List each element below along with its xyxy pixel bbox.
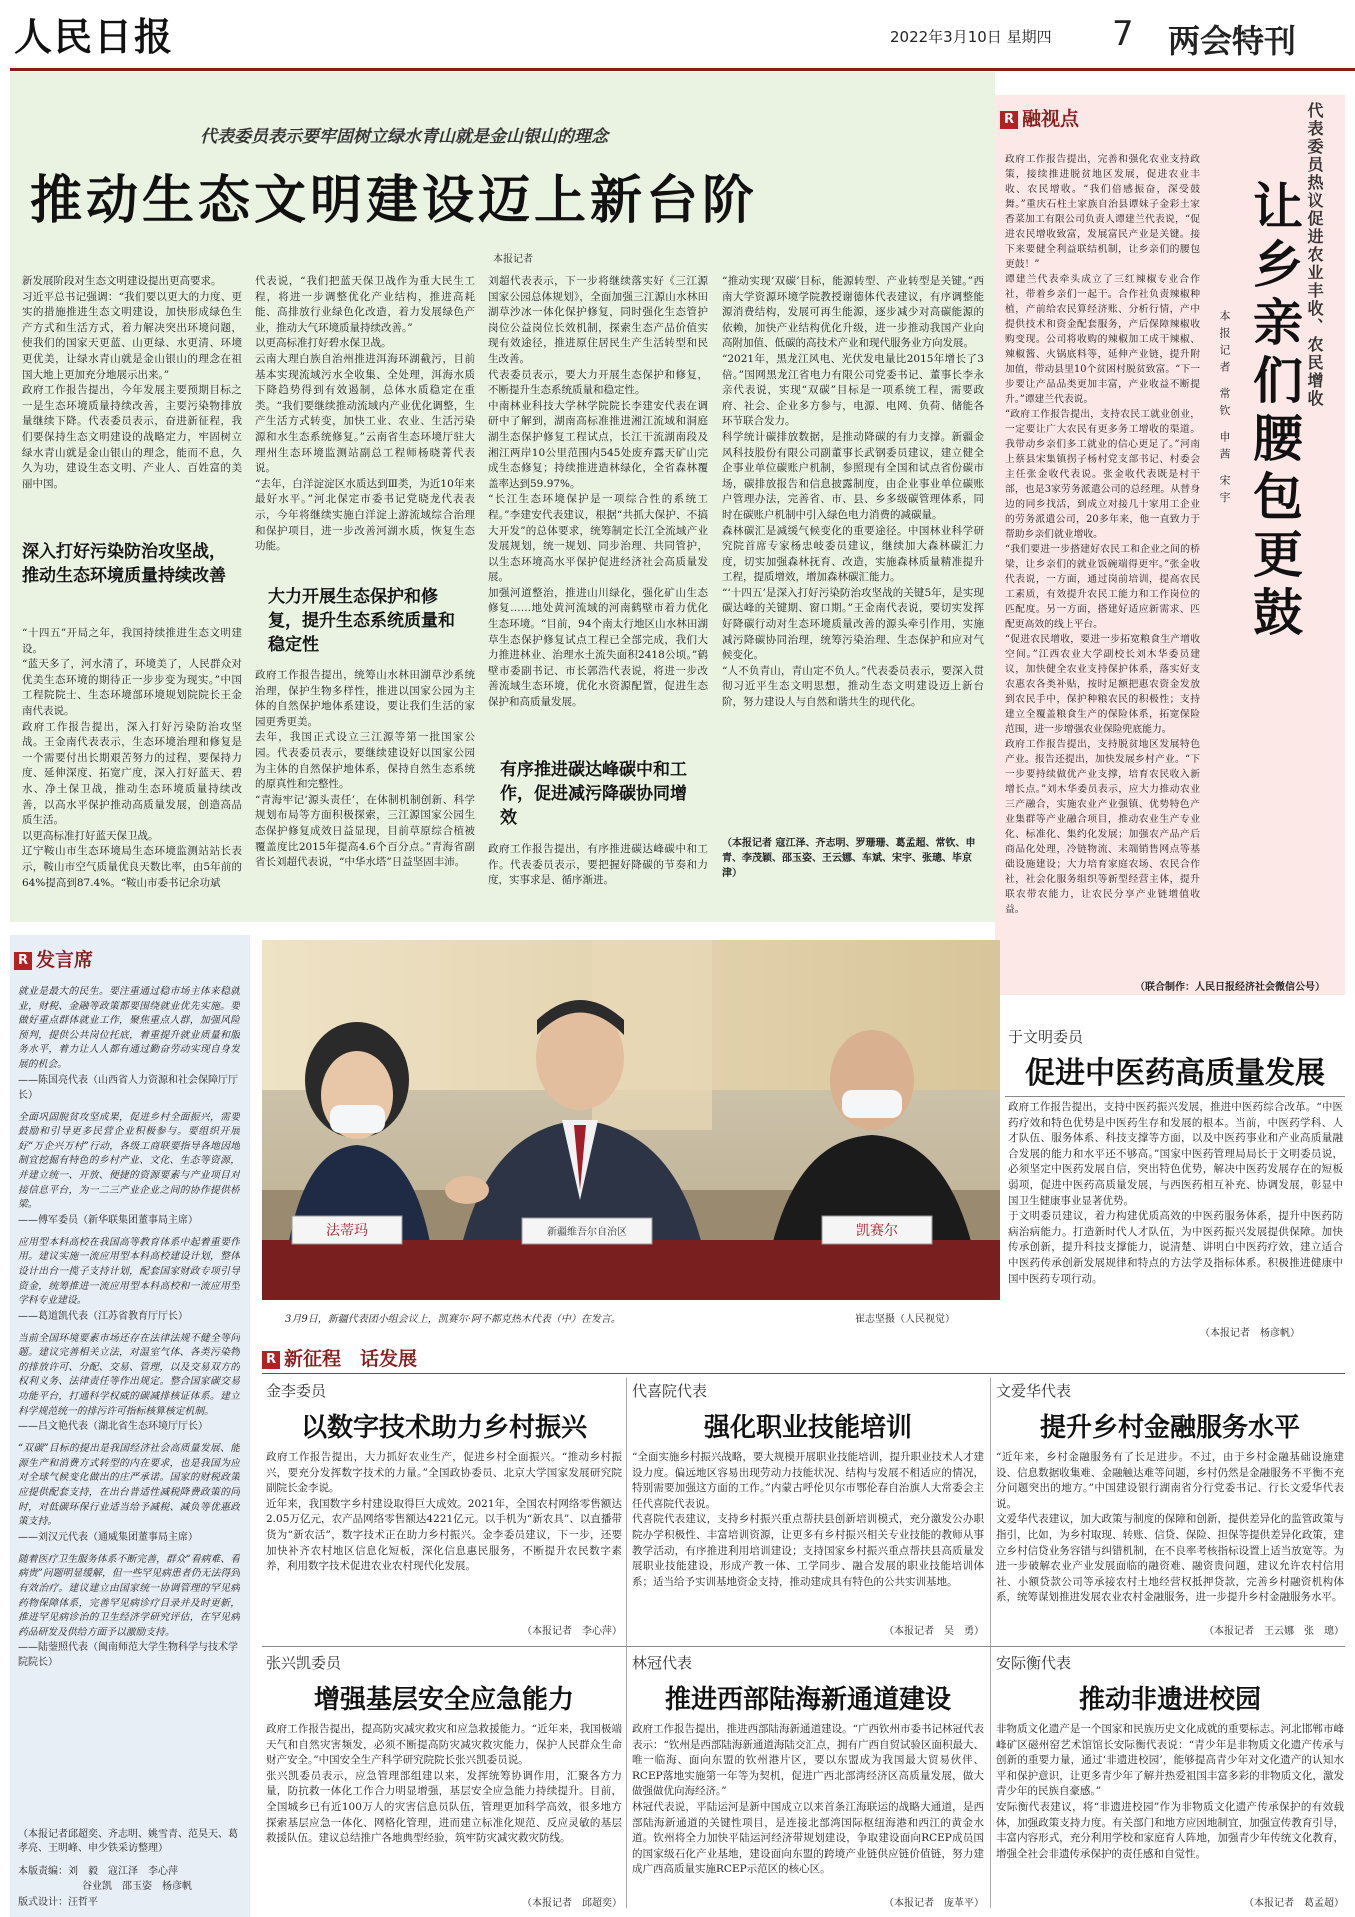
fayanxi-item-text: 应用型本科高校在我国高等教育体系中起着重要作用。建议实施一流应用型本科高校建设计划，整体设计出台一揽子支持计划，配套国家财政专项引导资金，统筹推进一流应用型本科高校和一流应用型学科专业建设。: [18, 1236, 240, 1307]
article-tag: 林冠代表: [632, 1654, 693, 1672]
news-photo: [262, 940, 1000, 1300]
xinzhengcheng-article: [632, 1652, 984, 1912]
xinzhengcheng-article: [632, 1380, 984, 1642]
article-reporter: （本报记者 李心萍）: [522, 1626, 622, 1637]
xinzhengcheng-article: [266, 1652, 622, 1912]
fayanxi-item-text: 就业是最大的民生。要注重通过稳市场主体来稳就业，财税、金融等政策都要围绕就业优先实施。要做好重点群体就业工作，聚焦重点人群，加强风险预判，提供公共岗位托底，着重提升就业质量和服务水平，着力让人人都有通过勤奋劳动实现自身发展的机会。: [18, 986, 240, 1070]
masthead: [10, 0, 1355, 71]
fayanxi-item: [18, 1111, 240, 1228]
xinzhengcheng-article: [266, 1380, 622, 1642]
article-reporter: （本报记者 王云娜 张 璁）: [1204, 1626, 1344, 1637]
article-title: 提升乡村金融服务水平: [1039, 1413, 1300, 1443]
nameplate-right: 凯赛尔: [856, 1223, 898, 1239]
article-title: 推动非遗进校园: [1078, 1685, 1261, 1715]
xinzhengcheng-section: [262, 1344, 417, 1371]
page-editors: 本版责编：刘 毅 寇江泽 李心萍: [18, 1866, 178, 1877]
lead-kicker: 代表委员表示要牢固树立绿水青山就是金山银山的理念: [200, 127, 608, 147]
fayanxi-item-speaker: ——陆蓥照代表（闽南师范大学生物科学与技术学院院长）: [18, 1642, 238, 1669]
section-mark-icon: R: [262, 1351, 280, 1369]
fayanxi-item: [18, 1442, 240, 1545]
rongshidian-kicker: 代表委员热议促进农业丰收、农民增收: [1305, 102, 1324, 408]
article-title: 增强基层安全应急能力: [313, 1685, 574, 1715]
rongshidian-headline: 让乡亲们腰包更鼓: [1245, 180, 1303, 644]
article-body: 非物质文化遗产是一个国家和民族历史文化成就的重要标志。河北邯郸市峰峰矿区磁州窑艺术馆馆长安际衡代表说：“青少年是非物质文化遗产传承与创新的重要力量，通过‘非遗进校园’，能够提高青少年对文化遗产的认知水平和保护意识，让更多青少年了解并热爱祖国丰富多彩的非物质文化，激发青少年的民族自豪感。” 安际衡代表建议，将“非遗进校园”作为非物质文化遗产传承保护的有效载体，加强政策支持力度。有关部门和地方应因地制宜，加强宣传教育引导，丰富内容形式，充分利用学校和家庭育人阵地，加强青少年传统文化教育，增强全社会非遗传承保护的责任感和自觉性。: [996, 1723, 1344, 1860]
article-title: 推进西部陆海新通道建设: [664, 1685, 951, 1715]
newspaper-logo: 人民日报: [14, 14, 175, 59]
lead-col2b: 政府工作报告提出，统筹山水林田湖草沙系统治理，保护生物多样性，推进以国家公园为主体的自然保护地体系建设，要让我们生活的家园更秀更美。 去年，我国正式设立三江源等第一批国家公园。代表委员表示，要继续建设好以国家公园为主体的自然保护地体系，保持自然生态系统的原真性和完整性。 “青海牢记‘源头责任’，在体制机制创新、科学规划布局等方面积极探索，三江源国家公园生态保护修复成效日益显现，目前草原综合植被覆盖度比2015年提高4.6个百分点。”青海省副省长刘超代表说，“中华水塔”日益坚固丰沛。: [255, 669, 475, 869]
fayanxi-item: [18, 1553, 240, 1671]
divider: [262, 1646, 1345, 1647]
article-body: “近年来，乡村金融服务有了长足进步。不过，由于乡村金融基础设施建设、信息数据收集难、金融触达难等问题，乡村仍然是金融服务不平衡不充分问题突出的地方。”中国建设银行湖南省分行党委书记、行长文爱华代表说。 文爱华代表建议，加大政策与制度的保障和创新，提供差异化的监管政策与指引，比如，为乡村取现、转账、信贷、保险、担保等提供差异化政策，建立乡村信贷业务容错与纠错机制，在不良率考核指标设置上适当放宽等。为进一步破解农业产业发展面临的融资难、融资贵问题，建议允许农村信用社、小额贷款公司等承接农村土地经营权抵押贷款，完善乡村融资机构体系，统筹谋划推进发展农业农村金融服务，进一步提升乡村金融服务水平。: [996, 1451, 1344, 1604]
meeting-photo-illustration: [262, 940, 1000, 1300]
lead-subhead-3: 有序推进碳达峰碳中和工作，促进减污降碳协同增效: [500, 760, 687, 828]
zhongyiyao-body: 政府工作报告提出，支持中医药振兴发展，推进中医药综合改革。“中医药疗效和特色优势是中医药生存和发展的根本。当前，中医药学科、人才队伍、服务体系、科技支撑等方面，以及中医药事业和产业高质量融合发展的能力和水平还不够高。”国家中医药管理局局长于文明委员说，必须坚定中医药发展自信，突出特色优势，解决中医药发展存在的短板弱项，促进中医药高质量发展，与西医药相互补充、协调发展，彰显中国卫生健康事业显著优势。 于文明委员建议，着力构建优质高效的中医药服务体系，提升中医药防病治病能力。打造新时代人才队伍，为中医药振兴发展提供保障。加快传承创新，提升科技支撑能力，说清楚、讲明白中医药疗效，建立适合中医药传承创新发展规律和特点的方法学及指标体系。积极推进健康中国中医药专项行动。: [1008, 1101, 1343, 1285]
lead-subhead-2: 大力开展生态保护和修复，提升生态系统质量和稳定性: [268, 587, 455, 655]
lead-subhead-1: 深入打好污染防治攻坚战，推动生态环境质量持续改善: [22, 542, 226, 586]
article-reporter: （本报记者 葛孟超）: [1244, 1898, 1344, 1909]
divider: [262, 1373, 1345, 1374]
article-body: 政府工作报告提出，推进西部陆海新通道建设。“广西钦州市委书记林冠代表表示：“钦州是西部陆海新通道海陆交汇点，拥有广西自贸试验区面积最大、唯一临海、面向东盟的钦州港片区，要以东盟成为我国最大贸易伙伴、RCEP落地实施第一年等为契机，促进广西北部湾经济区高质量发展，做大做强做优向海经济。” 林冠代表说，平陆运河是新中国成立以来首条江海联运的战略大通道，是西部陆海新通道的关键性项目，是连接北部湾国际枢纽海港和西江的黄金水道。钦州将全力加快平陆运河经济带规划建设，争取建设面向RCEP成员国的国家级石化产业基地，建设面向东盟的跨境产业链供应链价值链，努力建成广西高质量实施RCEP示范区的核心区。: [632, 1723, 984, 1876]
rongshidian-credit: （联合制作：人民日报经济社会微信公号）: [1135, 982, 1325, 993]
photo-credit: 崔志坚摄（人民视觉）: [855, 1314, 955, 1325]
divider: [626, 1378, 627, 1908]
article-body: “全面实施乡村振兴战略，要大规模开展职业技能培训，提升职业技术人才建设力度。偏远地区容易出现劳动力技能状况、结构与发展不相适应的情况，特别需要加强这方面的工作。”内蒙古呼伦贝尔市鄂伦春自治旗人大常委会主任代喜院代表说。 代喜院代表建议，支持乡村振兴重点帮扶县创新培训模式，充分激发公办职院办学积极性、丰富培训资源，让更多有乡村振兴相关专业技能的教师从事教学活动，有序推进利用培训建设；支持国家乡村振兴重点帮扶县高质量发展职业技能建设，形成产教一体、工学同步、融合发展的职业技能培训体系；适当给予实训基地资金支持，推动建成具有特色的公共实训基地。: [632, 1451, 984, 1588]
lead-col1b: “十四五”开局之年，我国持续推进生态文明建设。 “蓝天多了，河水清了，环境美了，人民群众对优美生态环境的期待正一步步变为现实。”中国工程院院士、生态环境部环境规划院院长王金南代表说。 政府工作报告提出，深入打好污染防治攻坚战。王金南代表表示，生态环境治理和修复是一个需要付出长期艰苦努力的过程，要保持力度、延伸深度、拓宽广度，深入打好蓝天、碧水、净土保卫战，推动生态环境质量持续改善，以高水平保护推动高质量发展，创造高品质生活。 以更高标准打好蓝天保卫战。 辽宁鞍山市生态环境局生态环境监测站站长表示，鞍山市空气质量优良天数比率，由5年前的64%提高到87.4%。“鞍山市委书记余功斌: [22, 627, 242, 889]
fayanxi-item-speaker: ——陈国亮代表（山西省人力资源和社会保障厅厅长）: [18, 1074, 238, 1101]
article-reporter: （本报记者 邱超奕）: [522, 1898, 622, 1909]
fayanxi-list: [18, 985, 240, 1678]
lead-byline: 本报记者: [493, 254, 533, 265]
article-body: 政府工作报告提出，大力抓好农业生产，促进乡村全面振兴。“推动乡村振兴，要充分发挥数字技术的力量。”全国政协委员、北京大学国家发展研究院副院长金李说。 近年来，我国数字乡村建设取得巨大成效。2021年，全国农村网络零售额达2.05万亿元，农产品网络零售额达4221亿元。以手机为“新农具”、以直播带货为“新农活”，数字技术正在助力乡村振兴。金李委员建议，下一步，还要加快补齐农村地区信息化短板，深化信息惠民服务，不断提升农民数字素养，利用数字技术促进农业农村现代化发展。: [266, 1451, 622, 1573]
layout-designer: 版式设计：汪哲平: [18, 1897, 98, 1908]
divider: [1005, 1096, 1345, 1097]
article-tag: 文爱华代表: [996, 1382, 1072, 1400]
rongshidian-section: [1000, 104, 1079, 131]
lead-col3: 刘超代表表示，下一步将继续落实好《三江源国家公园总体规划》，全面加强三江源山水林田湖草沙冰一体化保护修复，同时强化生态管护岗位公益岗位长效机制，探索生态产品价值实现有效途径，推进原住居民生产生活转型和民生改善。 代表委员表示，要大力开展生态保护和修复，不断提升生态系统质量和稳定性。 中南林业科技大学林学院院长李建安代表在调研中了解到，湖南高标准推进湘江流域和洞庭湖生态保护修复工程试点，长江干流湖南段及湘江两岸10公里范围内545处废弃露天矿山完成生态修复；持续推进造林绿化，全省森林覆盖率达到59.97%。 “长江生态环境保护是一项综合性的系统工程。”李建安代表建议，根据“共抓大保护、不搞大开发”的总体要求，统筹制定长江全流域产业发展规划，统一规划、同步治理、共同管护，以生态环境高水平保护促进经济社会高质量发展。 加强河道整治，推进山川绿化，强化矿山生态修复……地处黄河流域的河南鹤壁市着力优化生态环境。“目前，94个南太行地区山水林田湖草生态保护修复试点工程已全部完成，我们大力推进林业、治理水土流失面积2418公顷。”鹤壁市委副书记、市长郭浩代表说，将进一步改善流域生态环境，优化水资源配置，促进生态保护和高质量发展。: [488, 275, 708, 709]
divider: [990, 1378, 991, 1908]
page-editors-2: 谷业凯 邵玉姿 杨彦帆: [82, 1881, 192, 1892]
page-number: 7: [1112, 14, 1134, 54]
fayanxi-item: [18, 1332, 240, 1435]
page-title: 两会特刊: [1168, 22, 1297, 60]
fayanxi-item-speaker: ——刘汉元代表（通威集团董事局主席）: [18, 1531, 198, 1543]
fayanxi-item: [18, 985, 240, 1103]
fayanxi-item-speaker: ——吕文艳代表（湖北省生态环境厅厅长）: [18, 1421, 208, 1433]
fayanxi-item-speaker: ——葛道凯代表（江苏省教育厅厅长）: [18, 1310, 188, 1322]
lead-col4: “推动实现‘双碳’目标，能源转型、产业转型是关键。”西南大学资源环境学院教授谢德体代表建议，有序调整能源消费结构，发展可再生能源，逐步减少对高碳能源的依赖，加快产业结构优化升级，进一步推动我国产业向高附加值、低碳的高技术产业和现代服务业方向发展。 “2021年，黑龙江风电、光伏发电量比2015年增长了3倍。”国网黑龙江省电力有限公司党委书记、董事长李永亲代表说，实现“双碳”目标是一项系统工程，需要政府、社会、企业多方参与，电源、电网、负荷、储能各环节联合发力。 科学统计碳排放数据，是推动降碳的有力支撑。新疆金风科技股份有限公司副董事长武钢委员建议，建立健全企事业单位碳账户机制，参照现有全国和试点省份碳市场，碳排放报告和信息披露制度，由企业事业单位碳账户管理办法，完善省、市、县、乡多级碳管理体系，同时在碳账户机制中引入绿色电力消费的减碳量。 森林碳汇是减缓气候变化的重要途径。中国林业科学研究院首席专家杨忠岐委员建议，继续加大森林碳汇力度，切实加强森林抚育、改造，实施森林质量精准提升工程，提质增效，增加森林碳汇能力。 “‘十四五’是深入打好污染防治攻坚战的关键5年，是实现碳达峰的关键期、窗口期。”王金南代表说，要切实发挥好降碳行动对生态环境质量改善的源头牵引作用，实施减污降碳协同治理，统筹污染治理、生态保护和应对气候变化。 “人不负青山，青山定不负人。”代表委员表示，要深入贯彻习近平生态文明思想，推动生态文明建设迈上新台阶，努力建设人与自然和谐共生的现代化。: [722, 275, 984, 709]
fayanxi-section-label: 发言席: [36, 949, 94, 971]
lead-col1: 新发展阶段对生态文明建设提出更高要求。 习近平总书记强调：“我们要以更大的力度、更实的措施推进生态文明建设，加快形成绿色生产方式和生活方式，着力解决突出环境问题，使我们的国家天更蓝、山更绿、水更清、环境更优美，让绿水青山就是金山银山的理念在祖国大地上更加充分地展示出来。” 政府工作报告提出，今年发展主要预期目标之一是生态环境质量持续改善，主要污染物排放量继续下降。代表委员表示，奋进新征程，我们要保持生态文明建设的战略定力，牢固树立绿水青山就是金山银山的理念，能而不息，久久为功，建设生态文明、产业人、百姓富的美丽中国。: [22, 275, 242, 490]
xinzhengcheng-section-label: 新征程 话发展: [284, 1348, 418, 1370]
zhongyiyao-tag: 于文明委员: [1008, 1028, 1084, 1046]
nameplate-left: 法蒂玛: [326, 1223, 368, 1239]
section-mark-icon: R: [14, 952, 32, 970]
fayanxi-item-speaker: ——傅军委员（新华联集团董事局主席）: [18, 1214, 198, 1226]
xinzhengcheng-article: [996, 1380, 1344, 1642]
article-title: 以数字技术助力乡村振兴: [300, 1413, 587, 1443]
section-mark-icon: R: [1000, 111, 1018, 129]
rongshidian-section-label: 融视点: [1022, 108, 1080, 130]
fayanxi-item-text: 全面巩固脱贫攻坚成果，促进乡村全面振兴，需要鼓励和引导更多民营企业积极参与。要组织开展好“万企兴万村”行动，各级工商联要指导各地因地制宜挖掘有特色的乡村产业、文化、生态等资源，并建立统一、开放、便捷的资源要素与产业项目对接信息平台，为一二三产业企业之间的协作提供桥梁。: [18, 1111, 240, 1211]
article-tag: 金李委员: [266, 1382, 327, 1400]
issue-date: 2022年3月10日 星期四: [890, 28, 1052, 46]
lead-headline: 推动生态文明建设迈上新台阶: [30, 171, 759, 231]
fayanxi-item: [18, 1236, 240, 1324]
fayanxi-item-text: 随着医疗卫生服务体系不断完善，群众“看病难、看病贵”问题明显缓解，但一些罕见病患者仍无法得到有效治疗。建议建立由国家统一协调管理的罕见病药物保障体系，完善罕见病诊疗目录并及时更新，推进罕见病诊治的卫生经济学研究评估，在罕见病药品研发及供给方面予以激励支持。: [18, 1553, 240, 1638]
article-tag: 安际衡代表: [996, 1654, 1072, 1672]
nameplate-center: 新疆维吾尔自治区: [547, 1227, 627, 1238]
xinzhengcheng-article: [996, 1652, 1344, 1912]
article-reporter: （本报记者 庞革平）: [884, 1898, 984, 1909]
photo-caption: 3月9日，新疆代表团小组会议上，凯赛尔·阿不都克热木代表（中）在发言。: [285, 1314, 621, 1325]
fayanxi-section: [14, 945, 93, 972]
rongshidian-body: 政府工作报告提出，完善和强化农业支持政策，接续推进脱贫地区发展，促进农业丰收、农民增收。“我们倍感振奋，深受鼓舞。”重庆石柱土家族自治县谭妹子金彩土家香菜加工有限公司负责人谭建兰代表说，“促进农民增收致富，发展富民产业是关键。接下来要健全利益联结机制，让乡亲们的腰包更鼓！” 谭建兰代表牵头成立了三红辣椒专业合作社，带着乡亲们一起干。合作社负责辣椒种植，产前给农民算经济账、分析行情，产中提供技术和资金配套服务，产后保障辣椒收购变现。公司将收购的辣椒加工成干辣椒、辣椒酱、火锅底料等，延伸产业链，提升附加值，带动县里10个贫困村脱贫致富。“下一步要让产品品类更加丰富，产业收益不断提升。”谭建兰代表说。 “政府工作报告提出，支持农民工就业创业，一定要让广大农民有更多务工增收的渠道。我带动乡亲们多工就业的信心更足了。”河南上蔡县宋集镇拐子杨村党支部书记、村委会主任张金收代表说。张金收代表既是村干部，也是3家劳务派遣公司的总经理。从替身边的同乡找活，到成立对接几十家用工企业的劳务派遣公司，20多年来，他一直致力于帮助乡亲们就业增收。 “我们要进一步搭建好农民工和企业之间的桥梁，让乡亲们的就业饭碗端得更牢。”张金收代表说，一方面，通过岗前培训，提高农民工素质，有效提升农民工能力和工作岗位的匹配度。另一方面，搭建好适应新需求、匹配更高效的线上平台。 “促进农民增收，要进一步拓宽粮食生产增收空间。”江西农业大学副校长刘木华委员建议，加快健全农业支持保护体系，落实好支农惠农各类补贴，按时足额把惠农资金发放到农民手中，保护种粮农民的积极性；支持建立全覆盖粮食生产的保险体系，拓宽保险范围，进一步增强农业保险兜底能力。 政府工作报告提出，支持脱贫地区发展特色产业。报告还提出，加快发展乡村产业。“下一步要持续做优产业支撑，培育农民收入新增长点。”刘木华委员表示，应大力推动农业三产融合，实施农业产业强镇、优势特色产业集群等产业融合项目，推动农业生产专业化、标准化、集约化发展；加强农产品产后商品化处理，冷链物流、末端销售网点等基础设施建设；大力培育家庭农场、农民合作社，社会化服务组织等新型经营主体，提升联农带农能力，让农民分享产业链增值收益。: [1005, 154, 1200, 915]
fayanxi-reporters: （本报记者邱超奕、齐志明、姚雪青、范昊天、葛孝亮、王明峰、申少铁采访整理）: [18, 1829, 238, 1854]
article-body: 政府工作报告提出，提高防灾减灾救灾和应急救援能力。“近年来，我国极端天气和自然灾害频发，必须不断提高防灾减灾救灾能力，保护人民群众生命财产安全。”中国安全生产科学研究院院长张兴凯委员说。 张兴凯委员表示，应急管理部组建以来，发挥统筹协调作用，汇聚各方力量，防抗救一体化工作合力明显增强，基层安全应急能力持续提升。目前，全国城乡已有近100万人的灾害信息员队伍，管理更加科学高效，很多地方探索基层应急一体化、网格化管理，进而建立标准化规范、反应灵敏的基层救援队伍。建议总结推广各地典型经验，筑牢防灾减灾救灾防线。: [266, 1723, 622, 1845]
zhongyiyao-reporter: （本报记者 杨彦帆）: [1200, 1328, 1300, 1339]
rongshidian-byline: 本报记者 常钦 申茜 宋宇: [1218, 310, 1231, 509]
article-tag: 代喜院代表: [632, 1382, 708, 1400]
lead-reporters: （本报记者 寇江泽、齐志明、罗珊珊、葛孟超、常钦、申青、李茂颖、邵玉姿、王云娜、车斌、宋宇、张璁、毕京津）: [722, 838, 976, 879]
lead-col2: 代表说，“我们把蓝天保卫战作为重大民生工程，将进一步调整优化产业结构，推进高耗能、高排放行业绿色化改造，着力发展绿色产业，推动大气环境质量持续改善。” 以更高标准打好碧水保卫战。 云南大理白族自治州推进洱海环湖截污，目前基本实现流域污水全收集、全处理，洱海水质下降趋势得到有效遏制，总体水质稳定在重类。“我们要继续推动流域内产业优化调整，生产生活方式转变，加快工业、农业、生活污染源和水生态系统修复。”云南省生态环境厅驻大理州生态环境监测站副总工程师杨晓菁代表说。 “去年，白洋淀淀区水质达到Ⅲ类，为近10年来最好水平。”河北保定市委书记党晓龙代表表示，今年将继续实施白洋淀上游流域综合治理和保护项目，进一步改善河湖水质，恢复生态功能。: [255, 275, 475, 553]
article-reporter: （本报记者 吴 勇）: [884, 1626, 984, 1637]
fayanxi-item-text: “双碳”目标的提出是我国经济社会高质量发展、能源生产和消费方式转型的内在要求，也是我国为应对全球气候变化做出的庄严承诺。国家的财税政策应提供配套支持，在出台普适性减税降费政策的同时，对低碳环保行业适当给予减税、减负等优惠政策支持。: [18, 1443, 240, 1528]
zhongyiyao-headline: 促进中医药高质量发展: [1025, 1056, 1325, 1091]
article-title: 强化职业技能培训: [703, 1413, 912, 1443]
fayanxi-item-text: 当前全国环境要素市场还存在法律法规不健全等问题。建议完善相关立法，对温室气体、各类污染物的排放许可、分配、交易、管理，以及交易双方的权利义务、法律责任等作出规定。整合国家碳交易功能平台，打通科学权威的碳减排核证体系。建立科学规范统一的排污许可指标核算核定机制。: [18, 1332, 240, 1417]
article-tag: 张兴凯委员: [266, 1654, 342, 1672]
lead-col3b: 政府工作报告提出，有序推进碳达峰碳中和工作。代表委员表示，要把握好降碳的节奏和力度，实事求是、循序渐进。: [488, 843, 708, 887]
